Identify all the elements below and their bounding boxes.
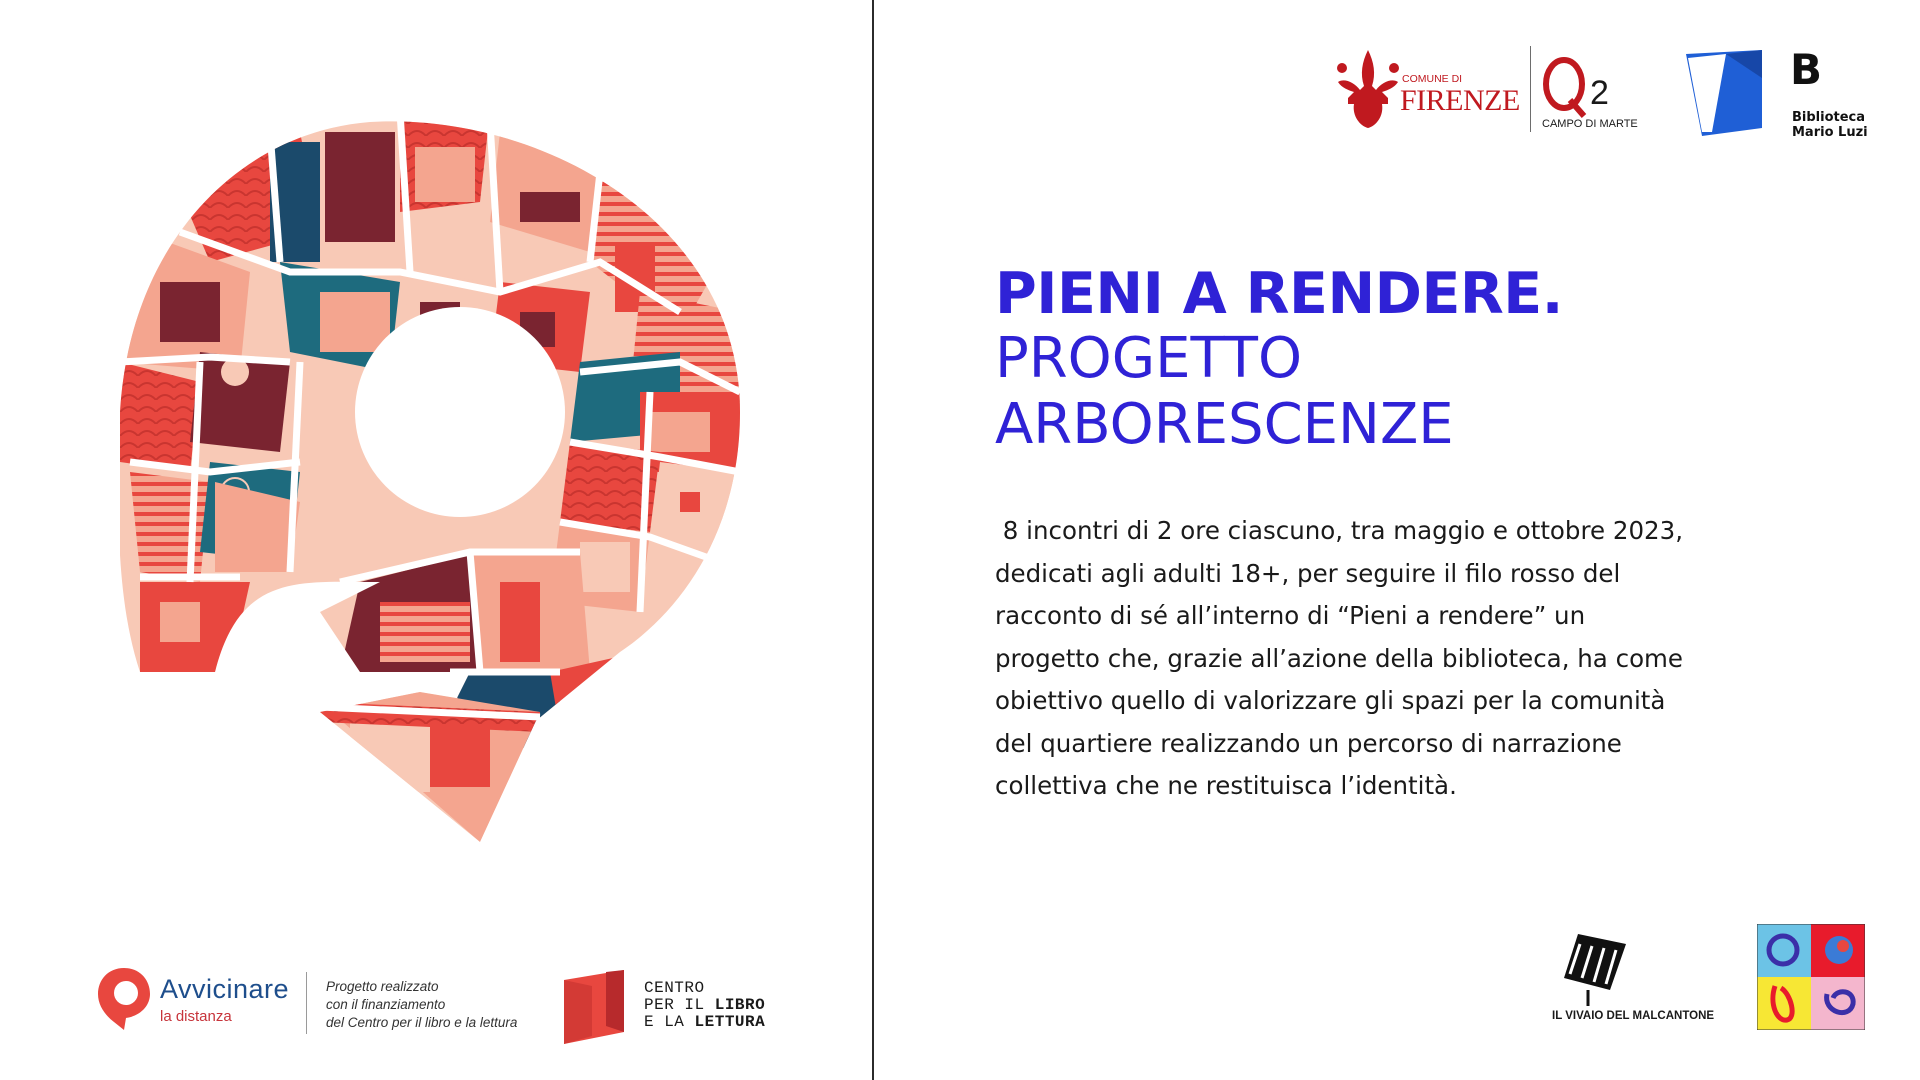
biblioteca-letter: B [1790, 45, 1823, 94]
cpl-line2b: LIBRO [714, 996, 766, 1014]
comune-di-label: COMUNE DI [1402, 73, 1463, 85]
city-mosaic-illustration [120, 112, 760, 862]
vivaio-logo-mark [1558, 930, 1630, 1008]
logo-separator [306, 972, 307, 1034]
biblioteca-name [1792, 110, 1868, 140]
vivaio-label: IL VIVAIO DEL MALCANTONE [1552, 1010, 1715, 1022]
biblioteca-line2: Mario Luzi [1792, 125, 1868, 140]
biblioteca-line1: Biblioteca [1792, 110, 1866, 125]
cpl-line3b: LETTURA [694, 1013, 766, 1031]
funding-line2: con il finanziamento [326, 997, 446, 1012]
firenze-label: FIRENZE [1400, 84, 1520, 117]
funding-line3: del Centro per il libro e la lettura [326, 1015, 518, 1030]
florence-lily-logo [1334, 46, 1402, 132]
funding-note [326, 978, 556, 1032]
heading-line1: PIENI A RENDERE. [995, 261, 1563, 327]
event-description: 8 incontri di 2 ore ciascuno, tra maggio e ottobre 2023, dedicati agli adulti 18+, per seguire il filo rosso del racconto di sé all’interno di “Pieni a rendere” un progetto che, grazie all’azione della biblioteca, ha come obiettivo quello di valorizzare gli spazi per la comunità del quartiere realizzando un percorso di narrazione collettiva che ne restituisca l’identità. [995, 516, 1691, 800]
avvicinare-logo [96, 966, 296, 1038]
heading-line3: ARBORESCENZE [995, 392, 1454, 457]
event-heading [995, 262, 1875, 458]
partner-tile-logo [1757, 924, 1865, 1030]
avvicinare-title: Avvicinare [160, 974, 290, 1004]
avvicinare-subtitle: la distanza [160, 1008, 232, 1025]
funding-line1: Progetto realizzato [326, 979, 439, 994]
q2-logo [1540, 54, 1620, 120]
cpl-line2a: PER IL [644, 996, 715, 1014]
centro-libro-label [644, 980, 765, 1031]
logo-separator [1530, 46, 1531, 132]
vertical-divider [872, 0, 874, 1080]
biblioteca-logo-mark [1682, 48, 1800, 138]
heading-line2: PROGETTO [995, 326, 1303, 391]
campo-di-marte-label: CAMPO DI MARTE [1542, 118, 1638, 130]
avvicinare-pin-icon [96, 966, 152, 1032]
centro-libro-logo-mark [562, 966, 634, 1046]
q2-number: 2 [1590, 74, 1609, 112]
cpl-line1: CENTRO [644, 979, 705, 997]
cpl-line3a: E LA [644, 1013, 695, 1031]
